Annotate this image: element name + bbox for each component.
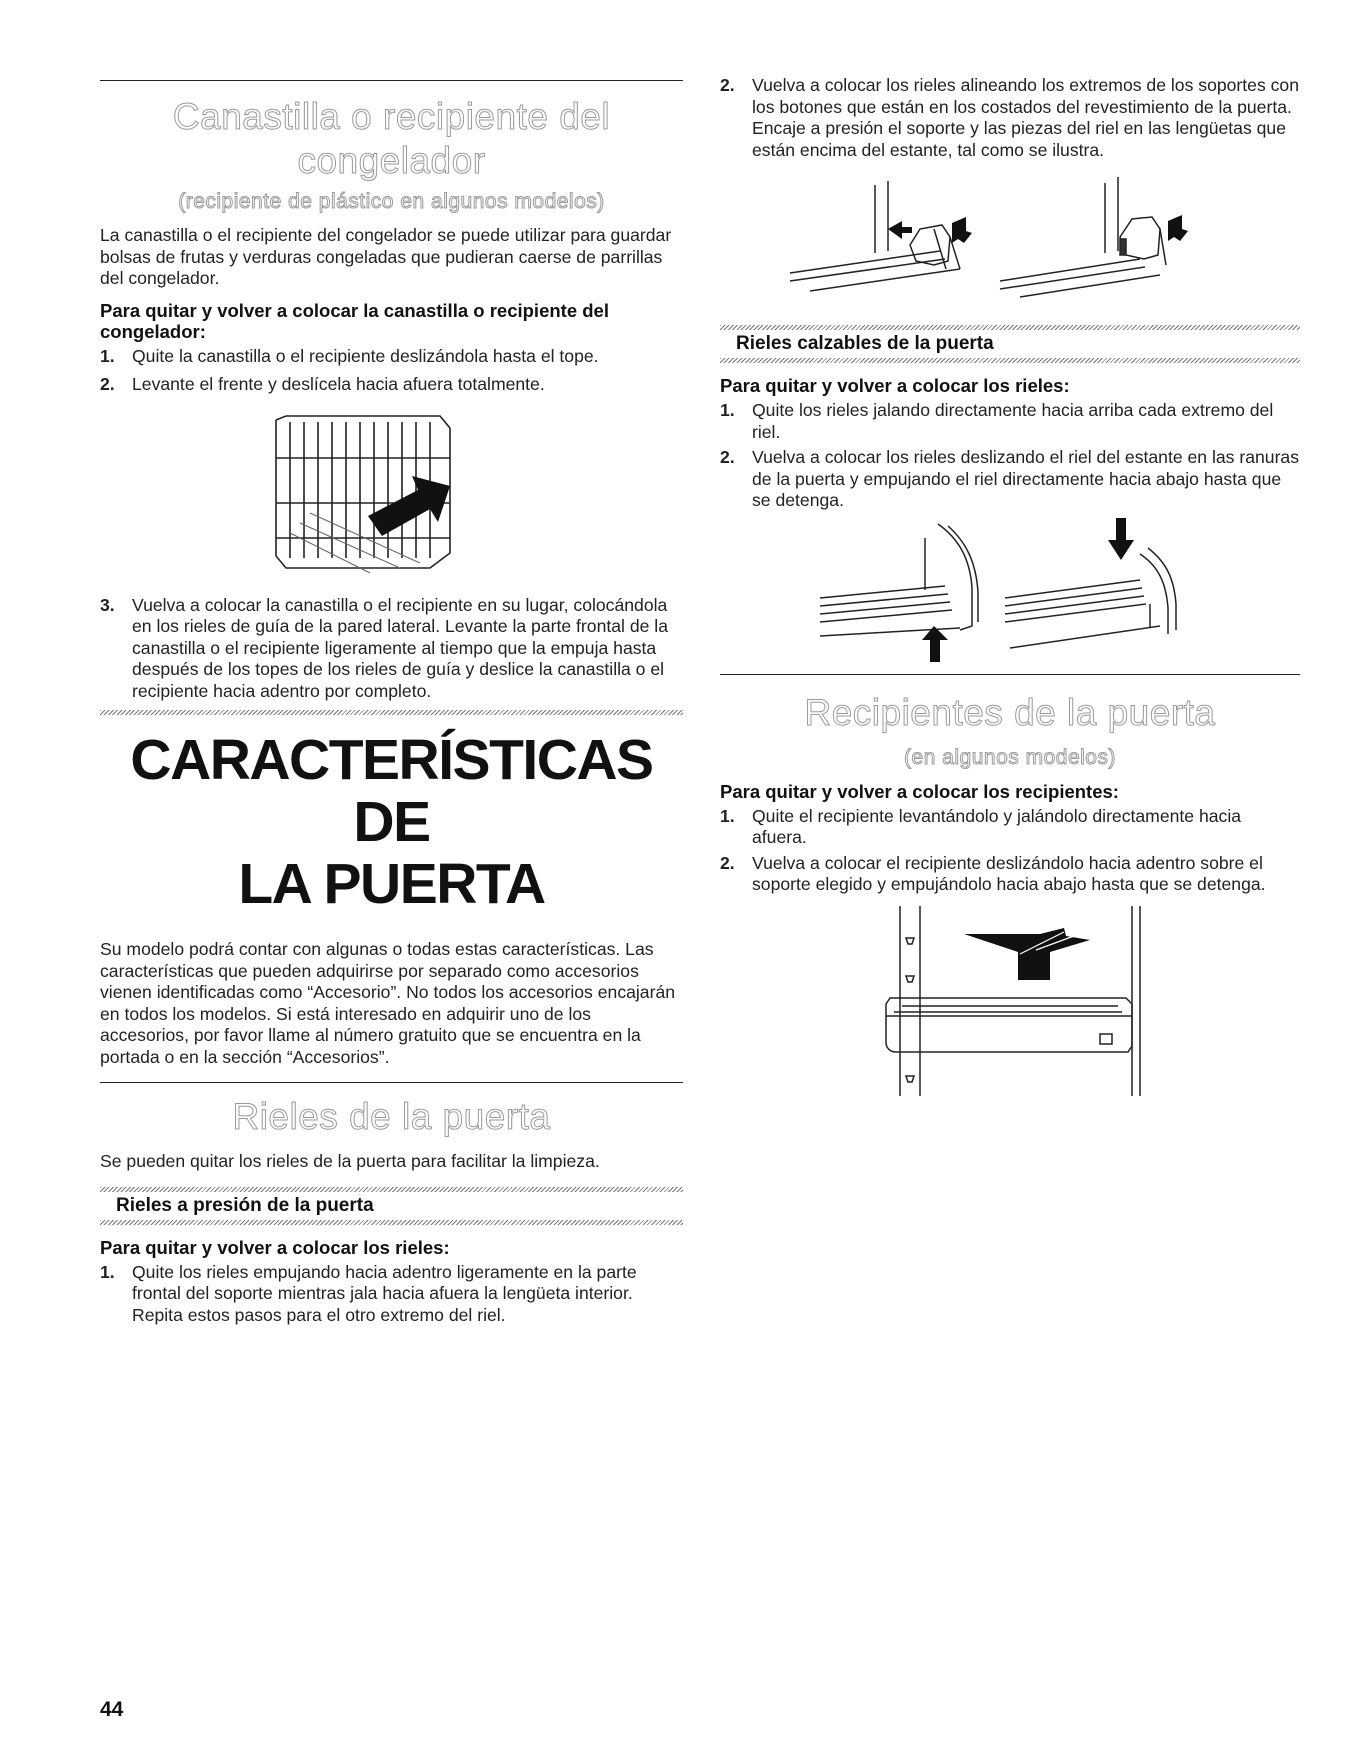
step-text: Vuelva a colocar los rieles alineando los extremos de los soportes con los botones que están en los costados del revestimiento de la puerta. Encaje a presión el soporte y las piezas del riel en las lengüetas que están encima del estante, tal como se ilustra. (752, 75, 1300, 160)
step-number: 1. (720, 400, 735, 420)
door-features-title-line2: LA PUERTA (238, 852, 545, 916)
step-item (720, 75, 1300, 161)
step-text: Quite los rieles empujando hacia adentro ligeramente en la parte frontal del soporte mientras jala hacia afuera la lengüeta interior. Repita estos pasos para el otro extremo del riel. (132, 1261, 637, 1325)
step-item (100, 1262, 683, 1327)
freezer-basket-illustration (100, 408, 683, 583)
step-number: 1. (100, 1261, 115, 1282)
right-column (720, 75, 1300, 1096)
door-features-title-line1: CARACTERÍSTICAS DE (130, 728, 653, 854)
fitted-rails-illustration (720, 518, 1300, 668)
door-rails-title: Rieles de la puerta (232, 1096, 551, 1137)
step-item (720, 853, 1300, 896)
door-bins-steps (720, 806, 1300, 896)
door-bin-illustration (720, 906, 1300, 1096)
door-features-intro: Su modelo podrá contar con algunas o todas estas características. Las características que pueden adquirirse por separado como accesorios vienen identificadas como “Accesorio”. No todos los accesorios encajarán en todos los modelos. Si está interesado en adquirir uno de los accesorios, por favor llame al número gratuito que se encuentra en la portada o en la sección “Accesorios”. (100, 939, 676, 1067)
fitted-rails-steps (720, 400, 1300, 512)
arrow-left-icon (888, 221, 912, 239)
step-text: Quite la canastilla o el recipiente deslizándola hasta el tope. (132, 345, 599, 366)
page-number: 44 (100, 1698, 124, 1721)
fitted-rails-procedure-heading: Para quitar y volver a colocar los rieles: (720, 375, 1070, 396)
fitted-rails-subheading: Rieles calzables de la puerta (736, 333, 994, 354)
step-text: Vuelva a colocar los rieles deslizando el riel del estante en las ranuras de la puerta y empujando el riel directamente hacia abajo hasta que se detenga. (752, 447, 1300, 510)
step-item (100, 374, 683, 396)
freezer-basket-intro: La canastilla o el recipiente del congelador se puede utilizar para guardar bolsas de frutas y verduras congeladas que pudieran caerse de parrillas del congelador. (100, 225, 672, 288)
snap-rails-procedure-heading: Para quitar y volver a colocar los rieles: (100, 1236, 450, 1258)
freezer-basket-subtitle: (recipiente de plástico en algunos modelos) (178, 190, 605, 213)
left-column (100, 80, 683, 1326)
freezer-basket-title: Canastilla o recipiente del congelador (172, 96, 611, 181)
snap-rails-illustration (720, 173, 1300, 303)
step-item (100, 595, 683, 703)
door-bins-title: Recipientes de la puerta (804, 691, 1216, 733)
freezer-basket-steps-cont (100, 595, 683, 703)
step-item (720, 806, 1300, 849)
snap-rails-steps (100, 1262, 683, 1327)
arrow-up-icon (1168, 215, 1188, 241)
step-item (100, 346, 683, 368)
door-features-title (100, 729, 683, 915)
freezer-basket-procedure-heading: Para quitar y volver a colocar la canastilla o recipiente del congelador: (100, 299, 609, 342)
step-number: 1. (100, 345, 115, 366)
door-rails-intro: Se pueden quitar los rieles de la puerta para facilitar la limpieza. (100, 1151, 600, 1171)
step-text: Quite los rieles jalando directamente hacia arriba cada extremo del riel. (752, 400, 1274, 442)
step-text: Quite el recipiente levantándolo y jalándolo directamente hacia afuera. (752, 805, 1242, 847)
arrow-up-icon (922, 626, 948, 662)
step-number: 2. (720, 75, 735, 95)
step-number: 2. (720, 447, 735, 467)
step-text: Vuelva a colocar la canastilla o el recipiente en su lugar, colocándola en los rieles de guía de la pared lateral. Levante la parte frontal de la canastilla o el recipiente ligeramente al tiempo que la empuja hasta después de los topes de los rieles de guía y deslice la canastilla o el recipiente hacia adentro por completo. (132, 594, 668, 701)
step-item (720, 447, 1300, 512)
step-text: Vuelva a colocar el recipiente deslizándolo hacia adentro sobre el soporte elegido y empujándolo hacia abajo hasta que se detenga. (752, 852, 1266, 894)
door-bins-subtitle: (en algunos modelos) (904, 745, 1116, 769)
step-text: Levante el frente y deslícela hacia afuera totalmente. (132, 374, 545, 394)
step-number: 3. (100, 594, 115, 615)
snap-rails-subheading: Rieles a presión de la puerta (116, 1194, 374, 1216)
arrow-down-icon (1108, 518, 1134, 560)
freezer-basket-steps (100, 346, 683, 396)
step-number: 1. (720, 805, 735, 826)
step-number: 2. (720, 852, 735, 873)
arrow-left-icon (964, 928, 1090, 980)
snap-rails-steps-cont (720, 75, 1300, 161)
step-number: 2. (100, 374, 115, 394)
step-item (720, 400, 1300, 443)
arrow-up-icon (952, 217, 972, 243)
door-bins-procedure-heading: Para quitar y volver a colocar los recipientes: (720, 780, 1119, 802)
arrow-up-right-icon (368, 476, 450, 536)
